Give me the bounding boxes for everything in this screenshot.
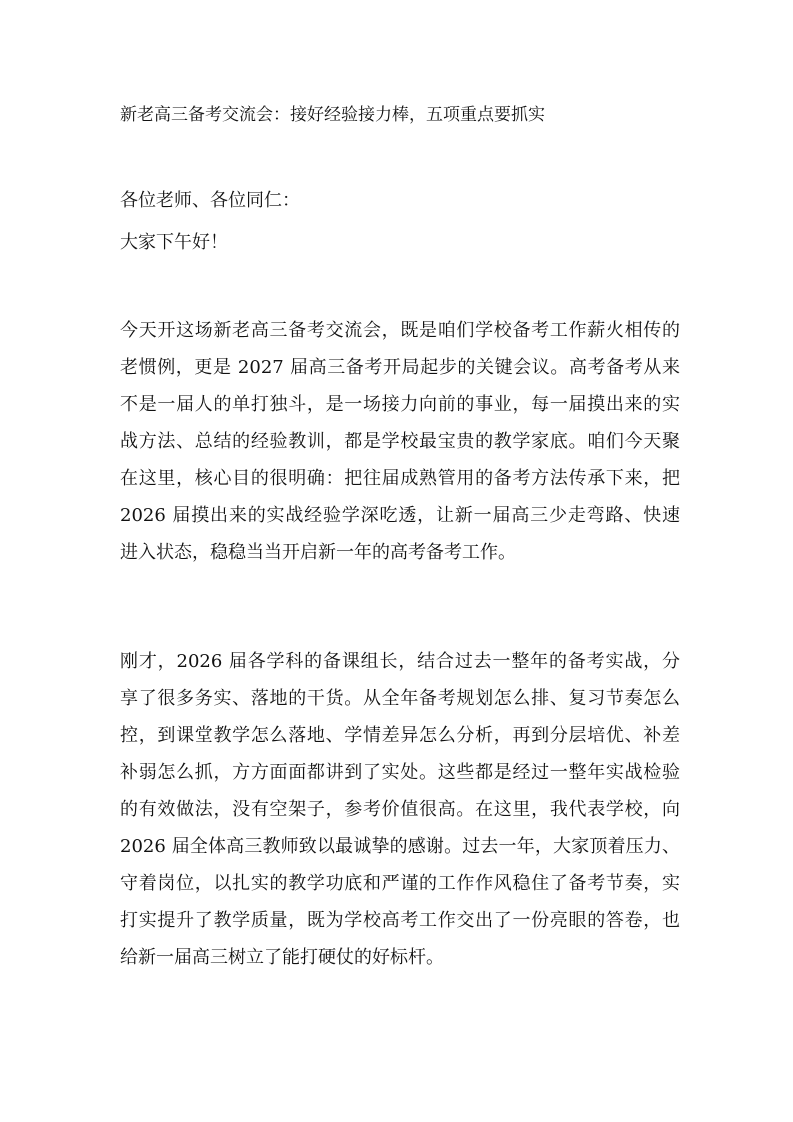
paragraph-line: 在这里，核心目的很明确：把往届成熟管用的备考方法传承下来，把 bbox=[120, 468, 680, 489]
paragraph-line: 刚才，2026 届各学科的备课组长，结合过去一整年的备考实战，分 bbox=[120, 651, 680, 672]
paragraph-line: 守着岗位，以扎实的教学功底和严谨的工作作风稳住了备考节奏，实 bbox=[120, 873, 680, 894]
greeting: 大家下午好！ bbox=[120, 232, 228, 253]
paragraph-line: 今天开这场新老高三备考交流会，既是咱们学校备考工作薪火相传的 bbox=[120, 320, 680, 341]
paragraph-line: 控，到课堂教学怎么落地、学情差异怎么分析，再到分层培优、补差 bbox=[120, 725, 680, 746]
paragraph-line: 的有效做法，没有空架子，参考价值很高。在这里，我代表学校，向 bbox=[120, 799, 680, 820]
paragraph-line: 补弱怎么抓，方方面面都讲到了实处。这些都是经过一整年实战检验 bbox=[120, 762, 680, 783]
paragraph-line: 进入状态，稳稳当当开启新一年的高考备考工作。 bbox=[120, 542, 516, 563]
paragraph-1 bbox=[120, 312, 680, 571]
paragraph-line: 2026 届全体高三教师致以最诚挚的感谢。过去一年，大家顶着压力、 bbox=[120, 836, 680, 857]
paragraph-line: 老惯例，更是 2027 届高三备考开局起步的关键会议。高考备考从来 bbox=[120, 357, 680, 378]
salutation: 各位老师、各位同仁： bbox=[120, 190, 300, 211]
paragraph-2 bbox=[120, 643, 680, 976]
paragraph-line: 给新一届高三树立了能打硬仗的好标杆。 bbox=[120, 947, 444, 968]
paragraph-line: 不是一届人的单打独斗，是一场接力向前的事业，每一届摸出来的实 bbox=[120, 394, 680, 415]
paragraph-line: 战方法、总结的经验教训，都是学校最宝贵的教学家底。咱们今天聚 bbox=[120, 431, 680, 452]
paragraph-line: 享了很多务实、落地的干货。从全年备考规划怎么排、复习节奏怎么 bbox=[120, 688, 680, 709]
paragraph-line: 2026 届摸出来的实战经验学深吃透，让新一届高三少走弯路、快速 bbox=[120, 505, 680, 526]
paragraph-line: 打实提升了教学质量，既为学校高考工作交出了一份亮眼的答卷，也 bbox=[120, 910, 680, 931]
document-title: 新老高三备考交流会：接好经验接力棒，五项重点要抓实 bbox=[120, 105, 545, 125]
